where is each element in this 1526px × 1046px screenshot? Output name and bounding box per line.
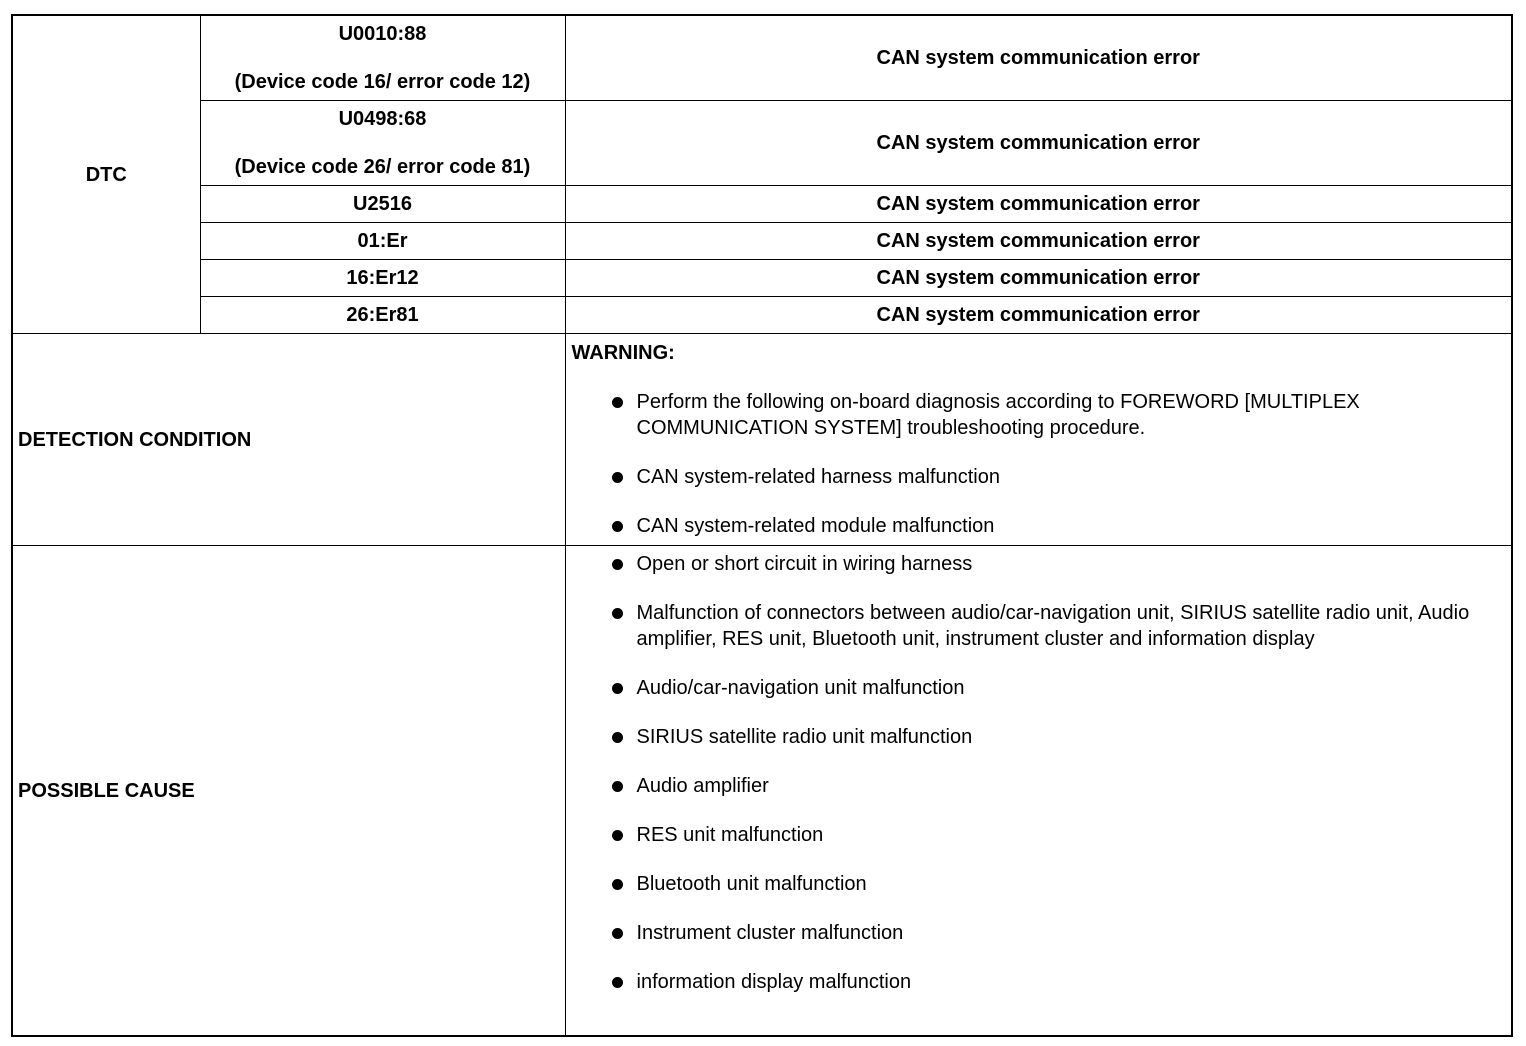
list-item xyxy=(566,675,1498,701)
list-item-text: Perform the following on-board diagnosis according to FOREWORD [MULTIPLEX COMMUNICATION SYSTEM] troubleshooting procedure. xyxy=(636,391,1360,439)
dtc-code-cell xyxy=(200,15,565,101)
bullet-icon xyxy=(612,879,623,890)
list-item xyxy=(566,600,1498,652)
dtc-description: CAN system communication error xyxy=(565,101,1512,186)
list-item-text: information display malfunction xyxy=(636,971,912,993)
dtc-code: U2516 xyxy=(200,186,565,223)
dtc-row xyxy=(12,223,1512,260)
list-item-text: CAN system-related module malfunction xyxy=(636,515,995,537)
detection-content xyxy=(565,334,1512,546)
dtc-description: CAN system communication error xyxy=(565,297,1512,334)
bullet-icon xyxy=(612,608,623,619)
dtc-code: U0010:88 xyxy=(338,23,427,45)
dtc-code: 16:Er12 xyxy=(200,260,565,297)
bullet-icon xyxy=(612,521,623,532)
list-item-text: Malfunction of connectors between audio/car-navigation unit, SIRIUS satellite radio unit, Audio amplifier, RES unit, Bluetooth unit, instrument cluster and information display xyxy=(636,602,1470,650)
cause-label: POSSIBLE CAUSE xyxy=(12,546,565,1037)
dtc-description: CAN system communication error xyxy=(565,186,1512,223)
dtc-device-code: (Device code 16/ error code 12) xyxy=(234,71,531,93)
bullet-icon xyxy=(612,830,623,841)
cause-content xyxy=(565,546,1512,1037)
list-item-text: Bluetooth unit malfunction xyxy=(636,873,867,895)
bullet-icon xyxy=(612,397,623,408)
warning-title: WARNING: xyxy=(571,342,675,364)
bullet-icon xyxy=(612,928,623,939)
list-item xyxy=(566,871,1498,897)
dtc-description: CAN system communication error xyxy=(565,223,1512,260)
list-item-text: RES unit malfunction xyxy=(636,824,824,846)
list-item xyxy=(566,822,1498,848)
list-item xyxy=(572,464,1498,490)
dtc-code-cell xyxy=(200,101,565,186)
list-item-text: Audio/car-navigation unit malfunction xyxy=(636,677,965,699)
dtc-code: U0498:68 xyxy=(338,108,427,130)
list-item xyxy=(566,920,1498,946)
dtc-row xyxy=(12,297,1512,334)
list-item-text: Instrument cluster malfunction xyxy=(636,922,904,944)
bullet-icon xyxy=(612,732,623,743)
list-item xyxy=(566,773,1498,799)
dtc-row xyxy=(12,15,1512,101)
detection-label: DETECTION CONDITION xyxy=(12,334,565,546)
list-item xyxy=(566,969,1498,995)
detection-row xyxy=(12,334,1512,546)
detection-list xyxy=(572,389,1498,539)
dtc-code: 26:Er81 xyxy=(200,297,565,334)
dtc-row xyxy=(12,186,1512,223)
cause-list xyxy=(566,551,1498,995)
list-item-text: Audio amplifier xyxy=(636,775,769,797)
list-item-text: SIRIUS satellite radio unit malfunction xyxy=(636,726,973,748)
list-item-text: CAN system-related harness malfunction xyxy=(636,466,1000,488)
dtc-row xyxy=(12,101,1512,186)
bullet-icon xyxy=(612,472,623,483)
dtc-device-code: (Device code 26/ error code 81) xyxy=(234,156,531,178)
list-item xyxy=(572,513,1498,539)
list-item xyxy=(566,724,1498,750)
dtc-label: DTC xyxy=(12,15,200,334)
list-item xyxy=(566,551,1498,577)
bullet-icon xyxy=(612,977,623,988)
dtc-row xyxy=(12,260,1512,297)
bullet-icon xyxy=(612,559,623,570)
dtc-description: CAN system communication error xyxy=(565,15,1512,101)
bullet-icon xyxy=(612,781,623,792)
dtc-info-table xyxy=(11,14,1513,1037)
dtc-code: 01:Er xyxy=(200,223,565,260)
list-item-text: Open or short circuit in wiring harness xyxy=(636,553,973,575)
cause-row xyxy=(12,546,1512,1037)
bullet-icon xyxy=(612,683,623,694)
dtc-description: CAN system communication error xyxy=(565,260,1512,297)
list-item xyxy=(572,389,1498,441)
